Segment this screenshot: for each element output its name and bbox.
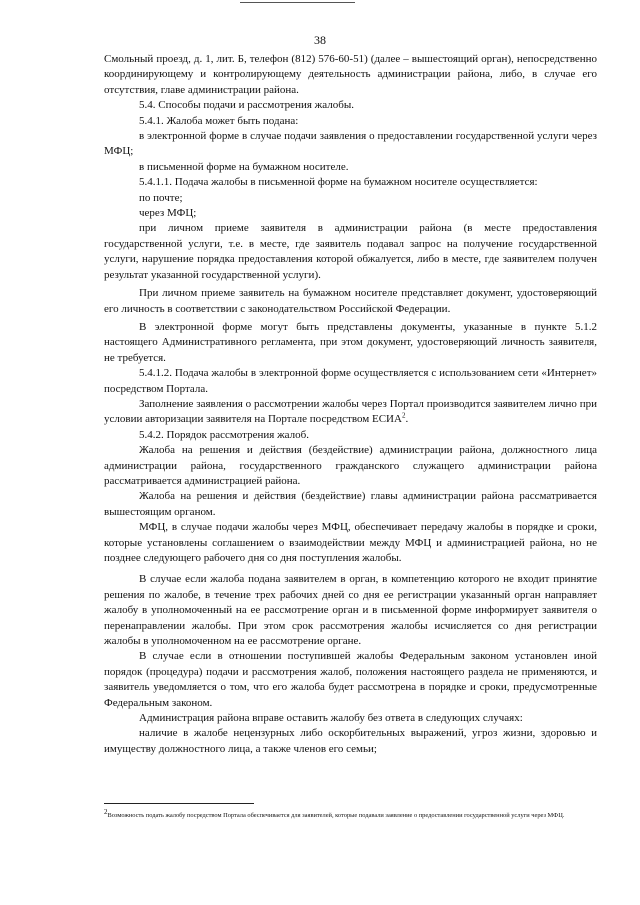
paragraph — [104, 520, 597, 566]
paragraph-text: В электронной форме могут быть представлены документы, указанные в пункте 5.1.2 настоящего Административного регламента, при этом документ, удостоверяющий личность заявителя, не требуется. — [104, 320, 597, 364]
paragraph — [104, 129, 597, 160]
paragraph — [104, 221, 597, 283]
paragraph — [104, 286, 597, 317]
paragraph — [104, 649, 597, 711]
paragraph-text: Жалоба на решения и действия (бездействие) администрации района, должностного лица администрации района, государственного гражданского служащего администрации района рассматривается администрацией района. — [104, 444, 597, 487]
paragraph-text: В случае если в отношении поступившей жалобы Федеральным законом установлен иной порядок (процедура) подачи и рассмотрения жалоб, положения настоящего раздела не применяются, и заявитель уведомляется о том, что его жалоба будет рассмотрена в порядке и сроки, предусмотренные Федеральным законом. — [104, 650, 597, 709]
paragraph — [104, 489, 597, 520]
paragraph-text: 5.4.1.2. Подача жалобы в электронной форме осуществляется с использованием сети «Интернет» посредством Портала. — [104, 367, 597, 395]
paragraph-text: МФЦ, в случае подачи жалобы через МФЦ, обеспечивает передачу жалобы в порядке и сроки, которые установлены соглашением о взаимодействии между МФЦ и администрацией района, но не позднее следующего рабочего дня со дня поступления жалобы. — [104, 521, 597, 564]
paragraph-text: 5.4.1. Жалоба может быть подана: — [139, 114, 299, 127]
page-number: 38 — [314, 33, 326, 47]
paragraph — [104, 366, 597, 397]
top-rule — [240, 2, 355, 3]
paragraph-text: по почте; — [139, 191, 183, 204]
paragraph-text: При личном приеме заявитель на бумажном носителе представляет документ, удостоверяющий его личность в соответствии с законодательством Российской Федерации. — [104, 287, 597, 315]
footnote — [104, 807, 597, 821]
body-text — [104, 52, 597, 757]
paragraph — [104, 191, 597, 206]
paragraph-tail: . — [405, 413, 409, 426]
paragraph — [104, 206, 597, 221]
footnote-text: Возможность подать жалобу посредством Портала обеспечивается для заявителей, которые подавали заявление о предоставлении государственной услуги через МФЦ. — [107, 812, 565, 819]
paragraph-text: при личном приеме заявителя в администрации района (в месте предоставления государственной услуги, т.е. в месте, где заявитель подавал запрос на получение государственной услуги, нарушение порядка предоставления которой обжалуется, либо в месте, где заявителем получен результат указанной государственной услуги). — [104, 222, 597, 281]
paragraph-text: В случае если жалоба подана заявителем в орган, в компетенцию которого не входит принятие решения по жалобе, в течение трех рабочих дней со дня ее регистрации указанный орган направляет жалобу в уполномоченный на ее рассмотрение орган и в письменной форме информирует заявителя о перенаправлении жалобы. При этом срок рассмотрения жалобы исчисляется со дня регистрации жалобы в уполномоченном на ее рассмотрение органе. — [104, 573, 597, 648]
paragraph — [104, 397, 597, 428]
paragraph — [104, 320, 597, 366]
paragraph — [104, 428, 597, 443]
paragraph — [104, 98, 597, 113]
paragraph-text: 5.4.2. Порядок рассмотрения жалоб. — [139, 428, 309, 441]
paragraph-text: Смольный проезд, д. 1, лит. Б, телефон (812) 576-60-51) (далее – вышестоящий орган), непосредственно координирующему и контролирующему деятельность администрации района, либо, в случае его отсутствия, главе администрации района. — [104, 53, 597, 96]
paragraph-text: через МФЦ; — [139, 207, 197, 220]
paragraph — [104, 443, 597, 489]
paragraph — [104, 711, 597, 726]
paragraph-text: 5.4.1.1. Подача жалобы в письменной форме на бумажном носителе осуществляется: — [139, 176, 538, 189]
paragraph — [104, 114, 597, 129]
footnote-divider — [104, 803, 254, 804]
paragraph — [104, 572, 597, 649]
paragraph-text: Заполнение заявления о рассмотрении жалобы через Портал производится заявителем лично при условии авторизации заявителя на Портале посредством ЕСИА — [104, 397, 597, 426]
paragraph — [104, 726, 597, 757]
paragraph-text: Администрация района вправе оставить жалобу без ответа в следующих случаях: — [139, 712, 523, 725]
paragraph-text: Жалоба на решения и действия (бездействие) главы администрации района рассматривается вышестоящим органом. — [104, 490, 597, 518]
paragraph-text: 5.4. Способы подачи и рассмотрения жалобы. — [139, 99, 354, 112]
paragraph-text: в электронной форме в случае подачи заявления о предоставлении государственной услуги через МФЦ; — [104, 130, 597, 158]
paragraph — [104, 52, 597, 98]
footnote-reference: 2 — [401, 411, 406, 420]
paragraph — [104, 160, 597, 175]
footnote-mark: 2 — [104, 807, 108, 816]
paragraph-text: наличие в жалобе нецензурных либо оскорбительных выражений, угроз жизни, здоровью и имуществу должностного лица, а также членов его семьи; — [104, 727, 597, 755]
paragraph — [104, 175, 597, 190]
paragraph-text: в письменной форме на бумажном носителе. — [139, 160, 349, 173]
